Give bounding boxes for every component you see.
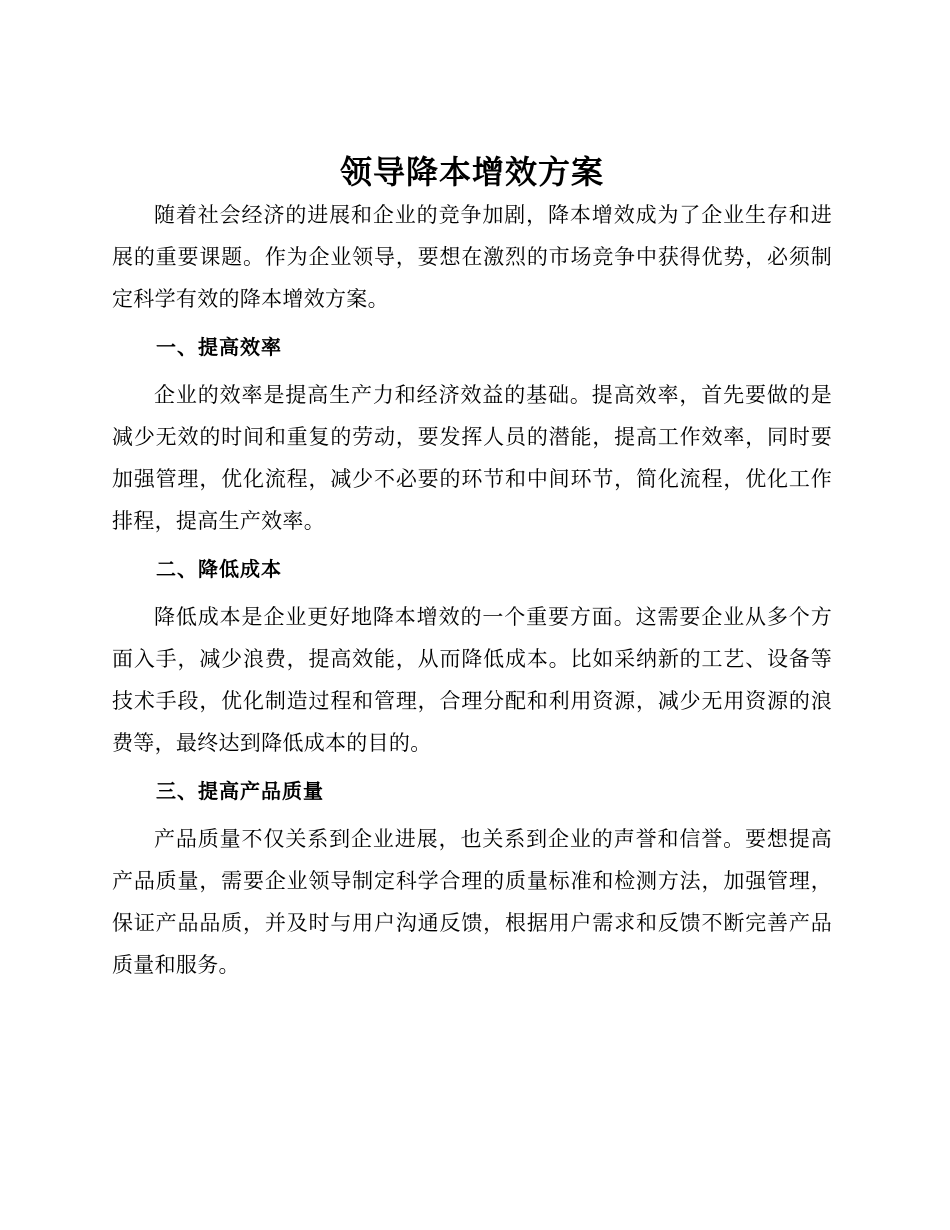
section-body-cost: 降低成本是企业更好地降本增效的一个重要方面。这需要企业从多个方面入手，减少浪费，提高效能，从而降低成本。比如采纳新的工艺、设备等技术手段，优化制造过程和管理，合理分配和利用资源，减少无用资源的浪费等，最终达到降低成本的目的。 [112, 605, 832, 755]
section-body-quality: 产品质量不仅关系到企业进展，也关系到企业的声誉和信誉。要想提高产品质量，需要企业领导制定科学合理的质量标准和检测方法，加强管理，保证产品品质，并及时与用户沟通反馈，根据用户需求和反馈不断完善产品质量和服务。 [112, 827, 832, 977]
document-title: 领导降本增效方案 [339, 153, 604, 191]
section-heading-cost: 二、降低成本 [156, 557, 282, 581]
document-body [112, 150, 832, 986]
section-body-efficiency: 企业的效率是提高生产力和经济效益的基础。提高效率，首先要做的是减少无效的时间和重复的劳动，要发挥人员的潜能，提高工作效率，同时要加强管理，优化流程，减少不必要的环节和中间环节，简化流程，优化工作排程，提高生产效率。 [112, 383, 832, 533]
section-heading-efficiency: 一、提高效率 [156, 335, 282, 359]
intro-paragraph: 随着社会经济的进展和企业的竞争加剧，降本增效成为了企业生存和进展的重要课题。作为企业领导，要想在激烈的市场竞争中获得优势，必须制定科学有效的降本增效方案。 [112, 203, 832, 311]
section-heading-quality: 三、提高产品质量 [156, 779, 324, 803]
